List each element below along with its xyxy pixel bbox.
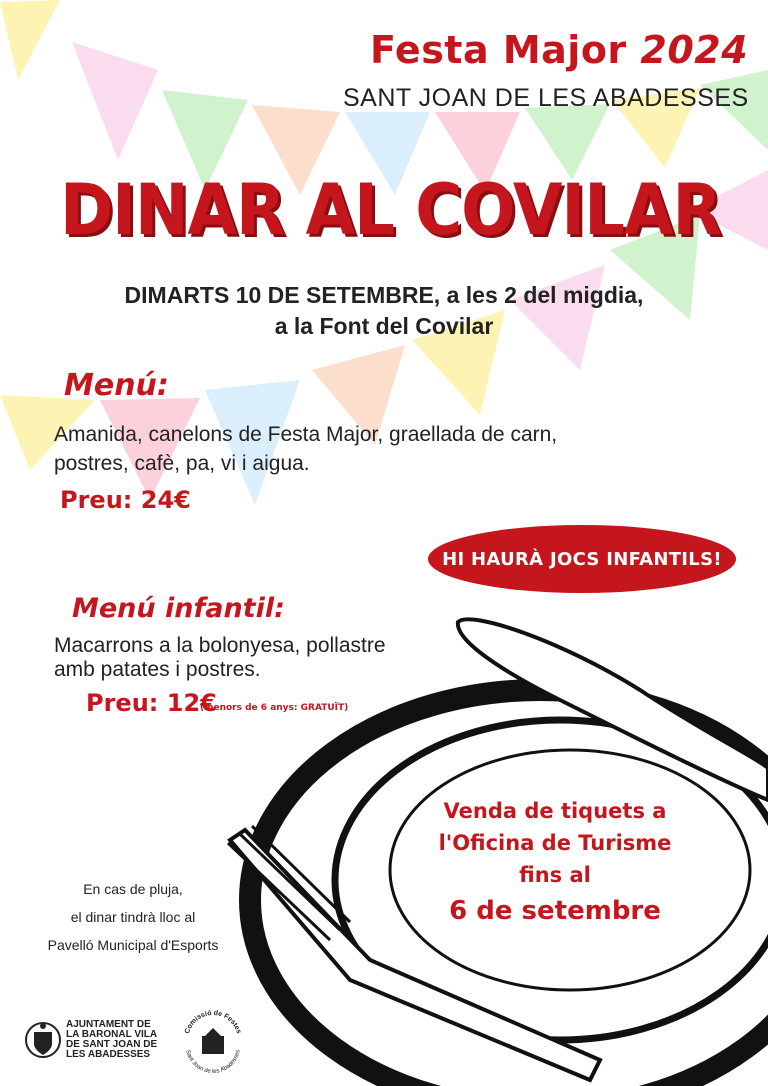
tickets-line-3: fins al — [519, 863, 591, 887]
rain-line-2: el dinar tindrà lloc al — [70, 909, 196, 925]
kids-menu-description — [54, 634, 414, 682]
kids-menu-price: Preu: 12€ — [86, 689, 217, 717]
committee-top-text: Comissió de Festes — [183, 1009, 243, 1035]
tickets-line-2: l'Oficina de Turisme — [438, 831, 672, 855]
coat-of-arms-icon — [24, 1018, 62, 1062]
event-date-line-1: DIMARTS 10 DE SETEMBRE, a les 2 del migdia, — [124, 282, 644, 308]
kids-menu-heading: Menú infantil: — [72, 593, 285, 624]
menu-heading: Menú: — [64, 368, 169, 403]
festival-title — [370, 28, 748, 72]
kids-games-badge — [428, 525, 736, 593]
festival-name: Festa Major — [370, 28, 627, 72]
committee-bottom-text: Sant Joan de les Abadesses — [184, 1049, 242, 1076]
tickets-info — [430, 795, 680, 931]
council-line-3: DE SANT JOAN DE — [66, 1039, 158, 1050]
menu-price: Preu: 24€ — [60, 486, 191, 514]
kids-menu-line-1: Macarrons a la bolonyesa, pollastre — [54, 634, 386, 657]
tickets-deadline: 6 de setembre — [449, 896, 661, 926]
rain-notice — [10, 875, 256, 959]
event-headline: DINAR AL COVILAR — [60, 170, 721, 252]
tickets-line-1: Venda de tiquets a — [443, 799, 667, 823]
council-line-2: LA BARONAL VILA — [66, 1029, 158, 1040]
festival-year: 2024 — [640, 28, 749, 72]
rain-line-3: Pavelló Municipal d'Esports — [47, 937, 219, 953]
council-logo — [24, 1018, 164, 1066]
kids-menu-price-note: (menors de 6 anys: GRATUÏT) — [200, 703, 349, 713]
menu-line-1: Amanida, canelons de Festa Major, graellada de carn, — [54, 423, 558, 446]
town-name: SANT JOAN DE LES ABADESSES — [343, 84, 749, 112]
kids-menu-line-2: amb patates i postres. — [54, 658, 261, 681]
menu-line-2: postres, cafè, pa, vi i aigua. — [54, 452, 310, 475]
rain-line-1: En cas de pluja, — [83, 881, 183, 897]
event-date-line-2: a la Font del Covilar — [274, 313, 494, 339]
council-line-1: AJUNTAMENT DE — [66, 1019, 151, 1030]
committee-seal-icon — [180, 1006, 246, 1078]
menu-description — [54, 420, 674, 478]
council-line-4: LES ABADESSES — [66, 1049, 151, 1060]
committee-logo — [180, 1006, 246, 1078]
kids-games-text: HI HAURÀ JOCS INFANTILS! — [442, 548, 722, 570]
